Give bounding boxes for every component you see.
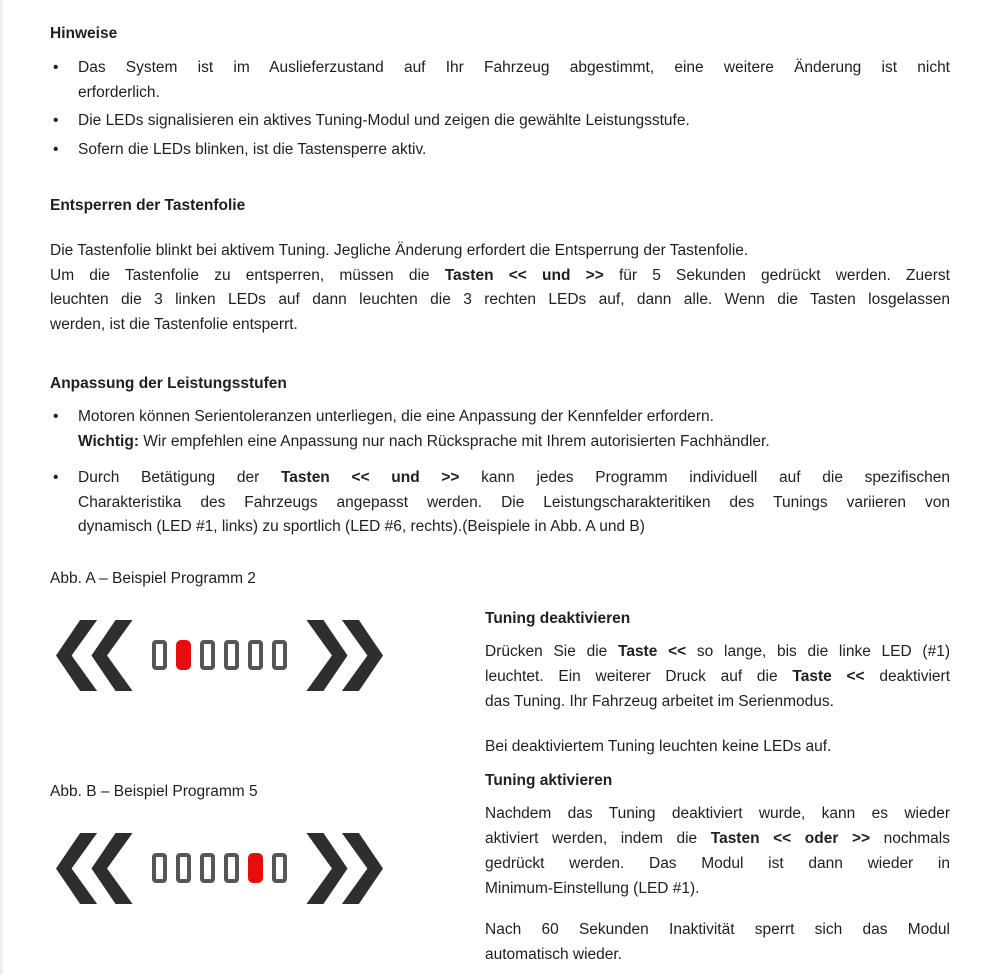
section-title-entsperren: Entsperren der Tastenfolie: [50, 197, 246, 214]
led-display: [152, 640, 287, 670]
text-line: Wichtig: Wir empfehlen eine Anpassung nur nach Rücksprache mit Ihrem autorisierten Fachhändler.: [78, 432, 770, 450]
bullet-item: [50, 466, 950, 540]
double-chevron-left-icon: [56, 620, 134, 691]
led-4: [224, 853, 239, 883]
text-line: leuchten die 3 linken LEDs auf dann leuchten die 3 rechten LEDs auf, dann alle. Wenn die Tasten losgelassen: [50, 291, 950, 308]
section-entsperren: [50, 194, 950, 337]
text-line: Nachdem das Tuning deaktiviert wurde, kann es wieder: [485, 804, 950, 822]
text-line: Motoren können Serientoleranzen unterliegen, die eine Anpassung der Kennfelder erfordern.: [78, 408, 714, 425]
text-line: Charakteristika des Fahrzeugs angepasst werden. Die Leistungscharakteritiken des Tunings variieren von: [78, 493, 950, 511]
bullet-icon: •: [53, 469, 59, 486]
text-line: aktiviert werden, indem die Tasten << oder >> nochmals: [485, 829, 950, 847]
figure-a-graphic: [56, 620, 485, 691]
led-display: [152, 853, 287, 883]
section-title-tuning-aktivieren: Tuning aktivieren: [485, 771, 613, 789]
text-line: werden, ist die Tastenfolie entsperrt.: [50, 315, 298, 333]
led-3: [200, 640, 215, 670]
bullet-text: [78, 109, 950, 134]
text-line: leuchtet. Ein weiterer Druck auf die Taste << deaktiviert: [485, 667, 950, 685]
figure-a-label: Abb. A – Beispiel Programm 2: [50, 569, 256, 587]
paragraph: [50, 239, 950, 337]
double-chevron-left-icon: [56, 833, 134, 904]
figure-b-graphic: [56, 833, 485, 904]
bullet-list-anpassung: [50, 405, 950, 540]
text-line: Minimum-Einstellung (LED #1).: [485, 879, 700, 897]
text-line: Nach 60 Sekunden Inaktivität sperrt sich das Modul: [485, 920, 950, 938]
led-6: [272, 640, 287, 670]
text-line: Bei deaktiviertem Tuning leuchten keine LEDs auf.: [485, 737, 832, 755]
led-5-active: [248, 853, 263, 883]
led-2-active: [176, 640, 191, 670]
led-1: [152, 640, 167, 670]
led-6: [272, 853, 287, 883]
paragraph: [485, 801, 950, 901]
section-title-anpassung: Anpassung der Leistungsstufen: [50, 375, 287, 392]
page-edge-artifact: [0, 0, 3, 975]
bullet-list-hinweise: [50, 56, 950, 162]
bullet-icon: •: [53, 140, 59, 158]
text-line: das Tuning. Ihr Fahrzeug arbeitet im Serienmodus.: [485, 692, 834, 710]
bullet-text: [78, 56, 950, 105]
bullet-icon: •: [53, 112, 59, 129]
double-chevron-right-icon: [305, 620, 383, 691]
text-line: Sofern die LEDs blinken, ist die Tastensperre aktiv.: [78, 140, 427, 158]
bullet-icon: •: [53, 408, 59, 425]
bullet-text: [78, 466, 950, 540]
bullet-item: [50, 109, 950, 134]
section-hinweise: [50, 22, 950, 162]
led-1: [152, 853, 167, 883]
double-chevron-right-icon: [305, 833, 383, 904]
two-column-area: [50, 567, 950, 967]
bullet-item: [50, 138, 950, 163]
text-line: dynamisch (LED #1, links) zu sportlich (LED #6, rechts).(Beispiele in Abb. A und B): [78, 518, 645, 535]
figure-b: [50, 780, 485, 904]
figures-column: [50, 567, 485, 967]
text-line: Die Tastenfolie blinkt bei aktivem Tuning. Jegliche Änderung erfordert die Entsperrung der Tastenfolie.: [50, 242, 749, 259]
text-line: erforderlich.: [78, 83, 160, 101]
paragraph: [485, 734, 950, 759]
led-3: [200, 853, 215, 883]
figure-a: [50, 567, 485, 691]
bullet-item: [50, 56, 950, 105]
section-anpassung: [50, 372, 950, 540]
bullet-item: [50, 405, 950, 454]
instructions-column: [485, 567, 950, 967]
led-4: [224, 640, 239, 670]
section-title-hinweise: Hinweise: [50, 25, 118, 42]
text-line: Durch Betätigung der Tasten << und >> kann jedes Programm individuell auf die spezifischen: [78, 469, 950, 486]
paragraph: [485, 917, 950, 967]
paragraph: [485, 639, 950, 714]
section-title-tuning-deaktivieren: Tuning deaktivieren: [485, 609, 631, 627]
text-line: Die LEDs signalisieren ein aktives Tuning-Modul und zeigen die gewählte Leistungsstufe.: [78, 112, 690, 129]
text-line: Um die Tastenfolie zu entsperren, müssen die Tasten << und >> für 5 Sekunden gedrückt werden. Zuerst: [50, 266, 950, 284]
text-line: gedrückt werden. Das Modul ist dann wieder in: [485, 854, 950, 872]
figure-b-label: Abb. B – Beispiel Programm 5: [50, 782, 258, 800]
led-5: [248, 640, 263, 670]
text-line: Drücken Sie die Taste << so lange, bis die linke LED (#1): [485, 642, 950, 660]
led-2: [176, 853, 191, 883]
bullet-text: [78, 405, 950, 454]
bullet-text: [78, 138, 950, 163]
bullet-icon: •: [53, 59, 59, 76]
text-line: Das System ist im Auslieferzustand auf Ihr Fahrzeug abgestimmt, eine weitere Änderung ist nicht: [78, 59, 950, 76]
text-line: automatisch wieder.: [485, 945, 622, 963]
